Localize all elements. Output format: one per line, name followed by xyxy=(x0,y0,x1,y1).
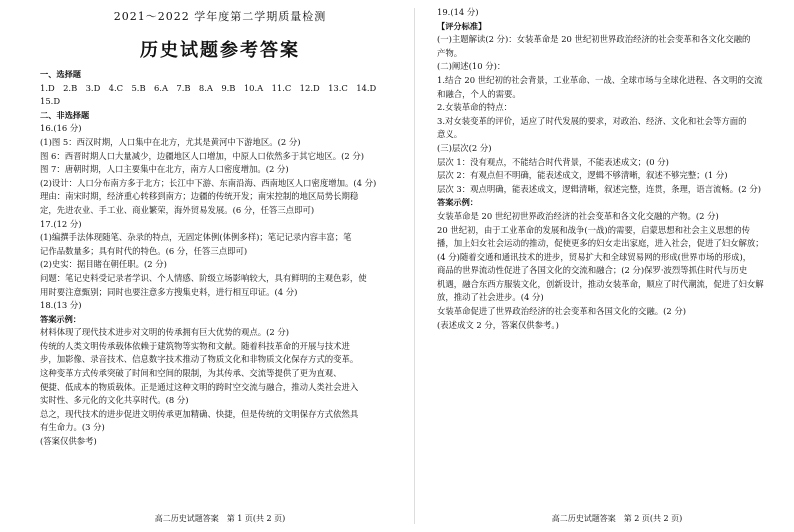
answer-line: 定，先进农业、手工业、商业繁荣，海外贸易发展。(6 分，任答三点即可) xyxy=(40,204,315,215)
answer-line: 意义。 xyxy=(437,129,463,140)
answer-line: (2)设计：人口分布南方多于北方；长江中下游、东南沿海、西南地区人口密度增加。(4 分) xyxy=(40,177,377,188)
answer-line: 2.女装革命的特点： xyxy=(437,102,512,113)
answer-line: 17.(12 分) xyxy=(40,218,82,229)
answer-line: 播，加上妇女社会运动的推动，促使更多的妇女走出家庭，进入社会，促进了妇女解放； xyxy=(437,238,764,249)
page-2-body xyxy=(437,6,793,332)
answer-line: 问题：笔记史料受记录者学识、个人情感、阶级立场影响较大，具有鲜明的主观色彩，使 xyxy=(40,272,367,283)
answer-line: 层次 2：有观点但不明确，能表述成文，逻辑不够清晰，叙述不够完整；(1 分) xyxy=(437,170,728,181)
answer-line: (三)层次(2 分) xyxy=(437,142,492,153)
answer-line: 和融合，个人的需要。 xyxy=(437,88,521,99)
page-divider xyxy=(414,8,415,524)
answer-line: 产物。 xyxy=(437,47,463,58)
answer-line: 商品的世界流动性促进了各国文化的交流和融合；(2 分)保罗·波烈等抓住时代与历史 xyxy=(437,265,748,276)
answer-line: 3.对女装变革的评价，适应了时代发展的要求，对政治、经济、文化和社会等方面的 xyxy=(437,115,747,126)
answer-line: (答案仅供参考) xyxy=(40,436,97,447)
answer-line: 步，加影像、录音技术、信息数字技术推动了物质文化和非物质文化保存方式的变革。 xyxy=(40,354,359,365)
answer-line: (1)图 5：西汉时期，人口集中在北方，尤其是黄河中下游地区。(2 分) xyxy=(40,136,301,147)
answer-line: (二)阐述(10 分)： xyxy=(437,61,506,72)
answer-line: 用时要注意甄别；同时也要注意多方搜集史料，进行相互印证。(4 分) xyxy=(40,286,298,297)
answer-line: 传统的人类文明传承载体依赖于建筑物等实物和文献。随着科技革命的开展与技术进 xyxy=(40,340,350,351)
section-heading: 一、选择题 xyxy=(40,69,81,79)
page-title: 历史试题参考答案 xyxy=(140,40,300,61)
answer-line: 20 世纪初，由于工业革命的发展和战争(一战)的需要，启蒙思想和社会主义思想的传 xyxy=(437,224,750,235)
answer-line: (1)编撰手法体现随笔、杂录的特点，无固定体例(体例多样)；笔记记录内容丰富；笔 xyxy=(40,232,352,243)
page-1-footer: 高二历史试题答案 第 1 页(共 2 页) xyxy=(154,514,286,523)
answer-line: 放，推动了社会进步。(4 分) xyxy=(437,292,544,303)
answer-line: 记作品数量多；具有时代的特色。(6 分，任答三点即可) xyxy=(40,245,248,256)
answer-line: 图 7：唐朝时期，人口主要集中在北方，南方人口密度增加。(2 分) xyxy=(40,164,289,175)
answer-line: 机遇，融合东西方服装文化，创新设计，推动女装革命，顺应了时代潮流，促进了妇女解 xyxy=(437,278,764,289)
answer-line: 这种变革方式传承突破了时间和空间的限制，为其传承、交流等提供了更为直观、 xyxy=(40,368,342,379)
exam-header: 2021～2022 学年度第二学期质量检测 xyxy=(113,10,327,23)
answer-line: 19.(14 分) xyxy=(437,7,479,17)
page-2-footer: 高二历史试题答案 第 2 页(共 2 页) xyxy=(551,514,683,523)
page-1-column xyxy=(40,0,400,532)
answer-line: 15.D xyxy=(40,96,61,107)
answer-line: 女装革命促进了世界政治经济的社会变革和各国文化的交融。(2 分) xyxy=(437,306,687,317)
answer-line: 18.(13 分) xyxy=(40,300,82,311)
section-heading: 答案示例： xyxy=(40,313,81,324)
section-heading: 【评分标准】 xyxy=(437,20,487,31)
answer-line: 便捷、低成本的物质载体。正是通过这种文明的跨时空交流与融合，推动人类社会进入 xyxy=(40,381,359,392)
answer-line: (一)主题解读(2 分)：女装革命是 20 世纪初世界政治经济的社会变革和各文化交融的 xyxy=(437,34,751,45)
section-heading: 答案示例： xyxy=(437,197,478,208)
answer-line: 1.D 2.B 3.D 4.C 5.B 6.A 7.B 8.A 9.B 10.A 11.C 12.D 13.C 14.D xyxy=(40,82,377,93)
page-1-body xyxy=(40,68,400,449)
answer-line: 层次 1：没有观点，不能结合时代背景，不能表述成文；(0 分) xyxy=(437,156,669,167)
answer-line: 女装革命是 20 世纪初世界政治经济的社会变革和各文化交融的产物。(2 分) xyxy=(437,210,719,221)
answer-line: 层次 3：观点明确，能表述成文，逻辑清晰，叙述完整，连贯，条理，语言流畅。(2 分) xyxy=(437,183,762,194)
answer-line: 理由：南宋时期，经济重心转移到南方；边疆的传统开发；南宋控制的地区局势长期稳 xyxy=(40,191,359,202)
answer-line: 材料体现了现代技术进步对文明的传承拥有巨大优势的观点。(2 分) xyxy=(40,327,290,338)
answer-line: 1.结合 20 世纪初的社会背景，工业革命、一战、全球市场与全球化进程、各文明的交流 xyxy=(437,74,763,85)
answer-line: (4 分)随着交通和通讯技术的进步，贸易扩大和全球贸易网的形成(世界市场的形成)， xyxy=(437,251,752,262)
answer-line: (2)史实：据目睹在朝任职。(2 分) xyxy=(40,259,167,270)
page-2-column xyxy=(437,0,794,532)
answer-line: 16.(16 分) xyxy=(40,123,82,134)
answer-line: 图 6：西晋时期人口大量减少，边疆地区人口增加，中原人口依然多于其它地区。(2 分) xyxy=(40,150,365,161)
answer-line: 有生命力。(3 分) xyxy=(40,422,105,433)
answer-line: 总之，现代技术的进步促进文明传承更加精确、快捷，但是传统的文明保存方式依然具 xyxy=(40,408,359,419)
answer-line: (表述成文 2 分，答案仅供参考。) xyxy=(437,319,559,330)
answer-line: 实时性、多元化的文化共享时代。(8 分) xyxy=(40,395,189,406)
section-heading: 二、非选择题 xyxy=(40,109,90,120)
